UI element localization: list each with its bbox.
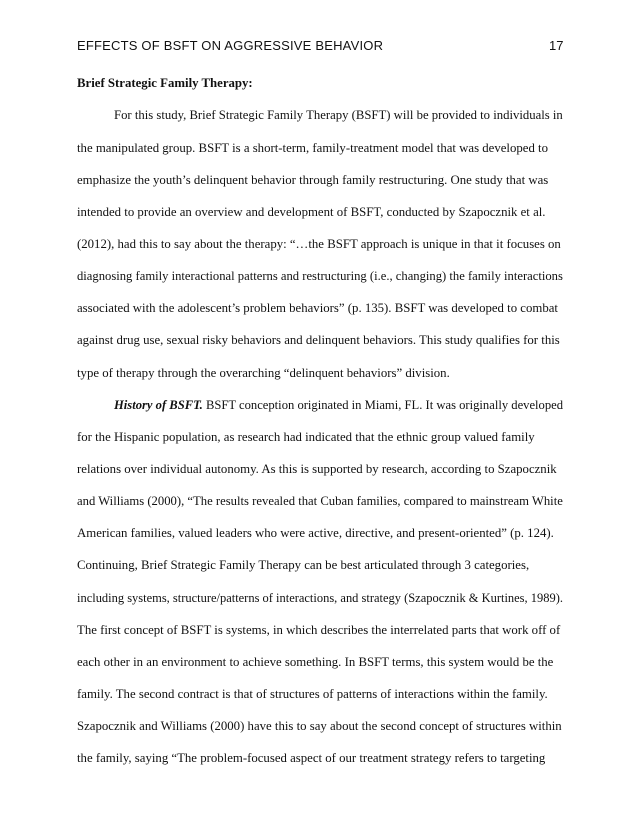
paragraph-line: the family, saying “The problem-focused aspect of our treatment strategy refers to targeting	[77, 751, 546, 765]
paragraph-line: for the Hispanic population, as research had indicated that the ethnic group valued family	[77, 430, 535, 444]
running-head: EFFECTS OF BSFT ON AGGRESSIVE BEHAVIOR	[77, 38, 384, 53]
section-heading: Brief Strategic Family Therapy:	[77, 76, 253, 90]
paragraph-line: type of therapy through the overarching “delinquent behaviors” division.	[77, 366, 450, 380]
paragraph-line: including systems, structure/patterns of interactions, and strategy (Szapocznik & Kurtines, 1989).	[77, 591, 563, 605]
paragraph-line: associated with the adolescent’s problem behaviors” (p. 135). BSFT was developed to combat	[77, 301, 558, 315]
paragraph-line: Szapocznik and Williams (2000) have this to say about the second concept of structures within	[77, 719, 562, 733]
paragraph-line: (2012), had this to say about the therapy: “…the BSFT approach is unique in that it focuses on	[77, 237, 561, 251]
paragraph-line: each other in an environment to achieve something. In BSFT terms, this system would be the	[77, 655, 554, 669]
paragraph-line: diagnosing family interactional patterns and restructuring (i.e., changing) the family interactions	[77, 269, 563, 283]
paragraph-line: the manipulated group. BSFT is a short-term, family-treatment model that was developed to	[77, 141, 549, 155]
paragraph-line: relations over individual autonomy. As this is supported by research, according to Szapocznik	[77, 462, 557, 476]
paragraph-line: American families, valued leaders who were active, directive, and present-oriented” (p. 124).	[77, 526, 554, 540]
paragraph-line: intended to provide an overview and development of BSFT, conducted by Szapocznik et al.	[77, 205, 546, 219]
paragraph-line: family. The second contract is that of structures of patterns of interactions within the family.	[77, 687, 548, 701]
subheading: History of BSFT.	[114, 398, 203, 412]
paragraph-line-text: BSFT conception originated in Miami, FL. It was originally developed	[202, 398, 564, 412]
page-number: 17	[549, 38, 564, 53]
paragraph-line: against drug use, sexual risky behaviors and delinquent behaviors. This study qualifies for this	[77, 333, 560, 347]
paragraph-line: and Williams (2000), “The results revealed that Cuban families, compared to mainstream White	[77, 494, 563, 508]
paragraph-line: emphasize the youth’s delinquent behavior through family restructuring. One study that was	[77, 173, 549, 187]
paragraph-line	[114, 399, 563, 412]
paragraph-line: The first concept of BSFT is systems, in which describes the interrelated parts that work off of	[77, 623, 561, 637]
paragraph-line: Continuing, Brief Strategic Family Therapy can be best articulated through 3 categories,	[77, 558, 530, 572]
paragraph-line: For this study, Brief Strategic Family Therapy (BSFT) will be provided to individuals in	[114, 108, 563, 122]
